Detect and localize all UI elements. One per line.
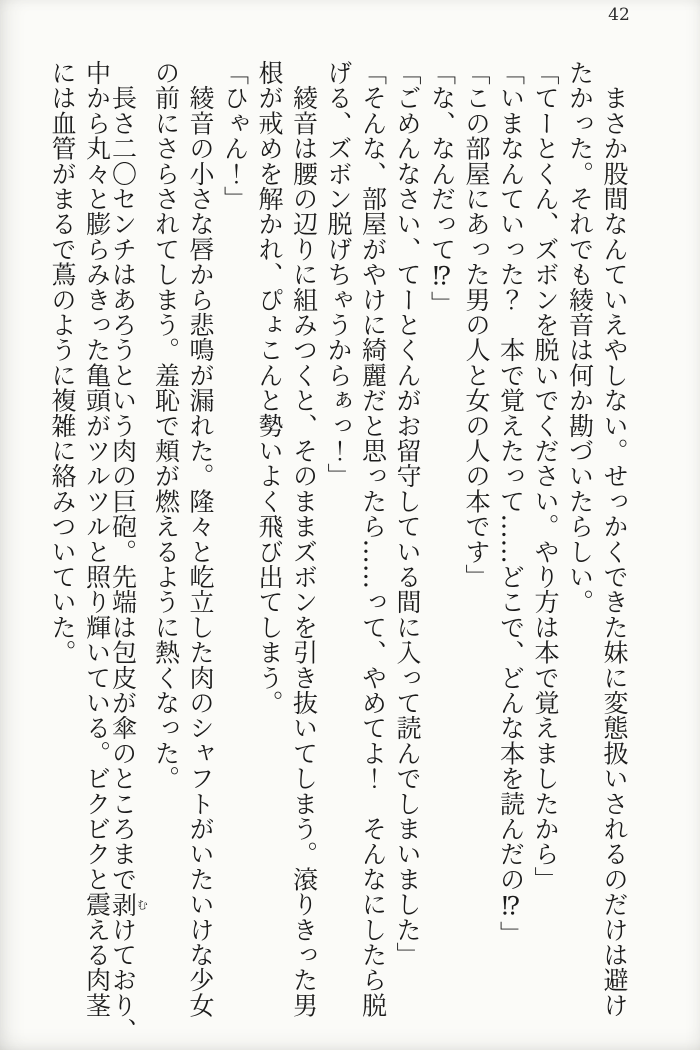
text-column: 長さ二〇センチはあろうという肉の巨砲。先端は包皮が傘のところまで剥むけており、 (108, 60, 149, 1043)
text-column: たかった。それでも綾音は何か勘づいたらしい。 (565, 60, 595, 615)
text-column: 「そんな、部屋がやけに綺麗だと思ったら……って、やめてよ！ そんなにしたら脱 (358, 60, 388, 1018)
text-columns (44, 60, 631, 1043)
text-column: 中から丸々と膨らみきった亀頭がツルツルと照り輝いている。ビクビクと震える肉茎 (82, 60, 112, 1018)
text-column: 「この部屋にあった男の人と女の人の本です」 (462, 60, 491, 590)
text-column: 「ひゃん！」 (220, 60, 250, 212)
text-column: 「てーとくん、ズボンを脱いでください。やり方は本で覚えましたから」 (531, 60, 560, 892)
text-column: 綾音は腰の辺りに組みつくと、そのままズボンを引き抜いてしまう。滾りきった男 (289, 60, 319, 1018)
text-column: の前にさらされてしまう。羞恥で頬が燃えるように熱くなった。 (151, 60, 181, 791)
text-column: 「いまなんていった？ 本で覚えたって……どこで、どんな本を読んだの⁉」 (496, 60, 526, 946)
furigana-ruby: 剥む (108, 891, 149, 917)
text-column: には血管がまるで蔦のように複雑に絡みついていた。 (48, 60, 77, 665)
text-column: 「な、なんだって⁉」 (427, 60, 457, 316)
text-column: 綾音の小さな唇から悲鳴が漏れた。隆々と屹立した肉のシャフトがいたいけな少女 (186, 60, 215, 1018)
text-column: まさか股間なんていえやしない。せっかくできた妹に変態扱いされるのだけは避け (600, 60, 629, 1018)
text-column: げる、ズボン脱げちゃうからぁっ！」 (324, 60, 353, 489)
text-column: 「ごめんなさい、てーとくんがお留守している間に入って読んでしまいました」 (393, 60, 422, 968)
text-column: 根が戒めを解かれ、ぴょこんと勢いよく飛び出てしまう。 (255, 60, 284, 716)
page-number: 42 (608, 5, 630, 25)
